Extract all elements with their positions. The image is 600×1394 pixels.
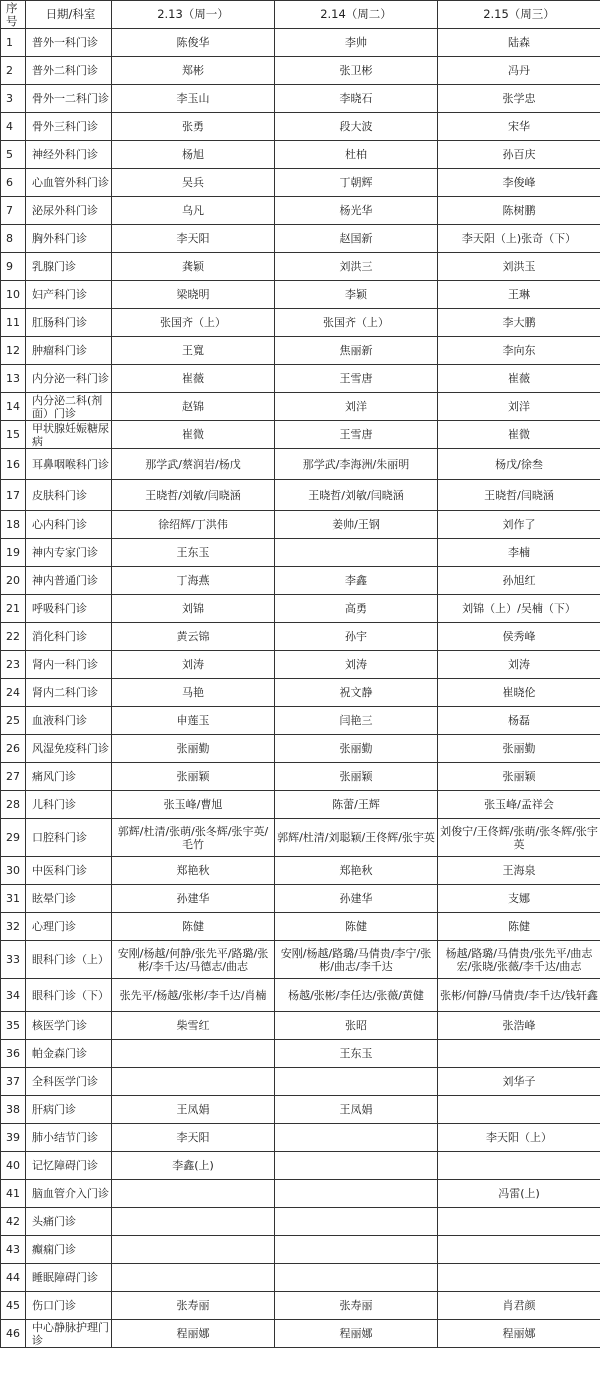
doctor-cell-day-2: 陈健 xyxy=(275,913,438,941)
row-index: 35 xyxy=(1,1012,26,1040)
department-name: 乳腺门诊 xyxy=(26,253,112,281)
department-name: 肝病门诊 xyxy=(26,1096,112,1124)
doctor-cell-day-1: 黄云锦 xyxy=(112,623,275,651)
header-row xyxy=(1,1,600,29)
doctor-cell-day-2: 杨光华 xyxy=(275,197,438,225)
doctor-cell-day-3: 张浩峰 xyxy=(438,1012,600,1040)
row-index: 19 xyxy=(1,539,26,567)
doctor-cell-day-1: 龚颖 xyxy=(112,253,275,281)
doctor-cell-day-1: 丁海燕 xyxy=(112,567,275,595)
doctor-cell-day-2: 李鑫 xyxy=(275,567,438,595)
doctor-cell-day-3: 李楠 xyxy=(438,539,600,567)
doctor-cell-day-2: 段大波 xyxy=(275,113,438,141)
department-name: 儿科门诊 xyxy=(26,791,112,819)
table-row xyxy=(1,885,600,913)
department-name: 肾内一科门诊 xyxy=(26,651,112,679)
doctor-cell-day-1: 那学武/蔡润岩/杨戊 xyxy=(112,449,275,480)
doctor-cell-day-2: 程丽娜 xyxy=(275,1320,438,1348)
doctor-cell-day-1: 崔微 xyxy=(112,421,275,449)
department-name: 普外一科门诊 xyxy=(26,29,112,57)
row-index: 38 xyxy=(1,1096,26,1124)
doctor-cell-day-1 xyxy=(112,1264,275,1292)
doctor-cell-day-2 xyxy=(275,1152,438,1180)
doctor-cell-day-3: 李大鹏 xyxy=(438,309,600,337)
table-row xyxy=(1,29,600,57)
doctor-cell-day-3: 张丽颖 xyxy=(438,763,600,791)
department-name: 神内普通门诊 xyxy=(26,567,112,595)
table-row xyxy=(1,309,600,337)
doctor-cell-day-2: 姜帅/王钢 xyxy=(275,511,438,539)
table-row xyxy=(1,1152,600,1180)
doctor-cell-day-3: 侯秀峰 xyxy=(438,623,600,651)
row-index: 11 xyxy=(1,309,26,337)
doctor-cell-day-2 xyxy=(275,539,438,567)
doctor-cell-day-2: 王晓哲/刘敏/闫晓涵 xyxy=(275,480,438,511)
doctor-cell-day-1: 王寬 xyxy=(112,337,275,365)
table-row xyxy=(1,1208,600,1236)
department-name: 内分泌一科门诊 xyxy=(26,365,112,393)
doctor-cell-day-1 xyxy=(112,1040,275,1068)
doctor-cell-day-3: 宋华 xyxy=(438,113,600,141)
table-row xyxy=(1,651,600,679)
table-row xyxy=(1,1124,600,1152)
doctor-cell-day-3: 孙旭红 xyxy=(438,567,600,595)
doctor-cell-day-3: 张丽勤 xyxy=(438,735,600,763)
doctor-cell-day-2 xyxy=(275,1180,438,1208)
doctor-cell-day-3 xyxy=(438,1264,600,1292)
doctor-cell-day-1: 刘涛 xyxy=(112,651,275,679)
header-day-2: 2.14（周二） xyxy=(275,1,438,29)
doctor-cell-day-1: 马艳 xyxy=(112,679,275,707)
row-index: 29 xyxy=(1,819,26,857)
department-name: 心血管外科门诊 xyxy=(26,169,112,197)
department-name: 骨外三科门诊 xyxy=(26,113,112,141)
doctor-cell-day-1: 王凤娟 xyxy=(112,1096,275,1124)
department-name: 神内专家门诊 xyxy=(26,539,112,567)
doctor-cell-day-1: 吴兵 xyxy=(112,169,275,197)
doctor-cell-day-2: 王雪唐 xyxy=(275,421,438,449)
doctor-cell-day-2: 杨越/张彬/李任达/张薇/黄健 xyxy=(275,979,438,1012)
row-index: 2 xyxy=(1,57,26,85)
doctor-cell-day-2: 孙宇 xyxy=(275,623,438,651)
row-index: 12 xyxy=(1,337,26,365)
header-index: 序号 xyxy=(1,1,26,29)
row-index: 28 xyxy=(1,791,26,819)
row-index: 1 xyxy=(1,29,26,57)
table-row xyxy=(1,141,600,169)
department-name: 中心静脉护理门诊 xyxy=(26,1320,112,1348)
table-row xyxy=(1,791,600,819)
doctor-cell-day-2 xyxy=(275,1124,438,1152)
doctor-cell-day-3: 刘华子 xyxy=(438,1068,600,1096)
row-index: 25 xyxy=(1,707,26,735)
row-index: 6 xyxy=(1,169,26,197)
row-index: 23 xyxy=(1,651,26,679)
doctor-cell-day-1: 孙建华 xyxy=(112,885,275,913)
department-name: 血液科门诊 xyxy=(26,707,112,735)
doctor-cell-day-3: 李天阳（上） xyxy=(438,1124,600,1152)
doctor-cell-day-2: 李晓石 xyxy=(275,85,438,113)
table-row xyxy=(1,197,600,225)
doctor-cell-day-2: 赵国新 xyxy=(275,225,438,253)
table-row xyxy=(1,707,600,735)
doctor-cell-day-3: 杨戊/徐叁 xyxy=(438,449,600,480)
table-row xyxy=(1,365,600,393)
row-index: 37 xyxy=(1,1068,26,1096)
department-name: 帕金森门诊 xyxy=(26,1040,112,1068)
header-day-3: 2.15（周三） xyxy=(438,1,600,29)
department-name: 头痛门诊 xyxy=(26,1208,112,1236)
doctor-cell-day-1: 郑艳秋 xyxy=(112,857,275,885)
doctor-cell-day-1: 赵锦 xyxy=(112,393,275,421)
doctor-cell-day-3: 孙百庆 xyxy=(438,141,600,169)
doctor-cell-day-3: 刘洪玉 xyxy=(438,253,600,281)
doctor-cell-day-3: 刘锦（上）/吴楠（下） xyxy=(438,595,600,623)
doctor-cell-day-3: 王海泉 xyxy=(438,857,600,885)
doctor-cell-day-3: 刘俊宁/王佟辉/张萌/张冬辉/张宇英 xyxy=(438,819,600,857)
table-row xyxy=(1,595,600,623)
doctor-cell-day-2: 张卫彬 xyxy=(275,57,438,85)
doctor-cell-day-2: 张丽颖 xyxy=(275,763,438,791)
row-index: 33 xyxy=(1,941,26,979)
doctor-cell-day-2 xyxy=(275,1264,438,1292)
doctor-cell-day-3: 刘作了 xyxy=(438,511,600,539)
table-row xyxy=(1,1320,600,1348)
table-row xyxy=(1,763,600,791)
department-name: 口腔科门诊 xyxy=(26,819,112,857)
department-name: 泌尿外科门诊 xyxy=(26,197,112,225)
doctor-cell-day-3: 冯丹 xyxy=(438,57,600,85)
doctor-cell-day-3: 陈树鹏 xyxy=(438,197,600,225)
doctor-cell-day-1: 李鑫(上) xyxy=(112,1152,275,1180)
table-row xyxy=(1,539,600,567)
row-index: 4 xyxy=(1,113,26,141)
doctor-cell-day-2: 高勇 xyxy=(275,595,438,623)
row-index: 9 xyxy=(1,253,26,281)
doctor-cell-day-3: 杨磊 xyxy=(438,707,600,735)
row-index: 30 xyxy=(1,857,26,885)
table-row xyxy=(1,337,600,365)
doctor-cell-day-2: 李颖 xyxy=(275,281,438,309)
doctor-cell-day-1 xyxy=(112,1236,275,1264)
doctor-cell-day-1: 张玉峰/曹旭 xyxy=(112,791,275,819)
doctor-cell-day-1: 张勇 xyxy=(112,113,275,141)
doctor-cell-day-2: 那学武/李海洲/朱丽明 xyxy=(275,449,438,480)
doctor-cell-day-1: 安刚/杨越/何静/张先平/路璐/张彬/李千达/马德志/曲志 xyxy=(112,941,275,979)
table-row xyxy=(1,281,600,309)
table-row xyxy=(1,979,600,1012)
table-row xyxy=(1,1292,600,1320)
doctor-cell-day-1: 李玉山 xyxy=(112,85,275,113)
doctor-cell-day-3: 陈健 xyxy=(438,913,600,941)
table-row xyxy=(1,857,600,885)
doctor-cell-day-1: 王东玉 xyxy=(112,539,275,567)
department-name: 眼科门诊（下） xyxy=(26,979,112,1012)
doctor-cell-day-1: 王晓哲/刘敏/闫晓涵 xyxy=(112,480,275,511)
row-index: 34 xyxy=(1,979,26,1012)
doctor-cell-day-3: 陆森 xyxy=(438,29,600,57)
table-row xyxy=(1,449,600,480)
row-index: 46 xyxy=(1,1320,26,1348)
doctor-cell-day-1: 乌凡 xyxy=(112,197,275,225)
department-name: 心理门诊 xyxy=(26,913,112,941)
row-index: 45 xyxy=(1,1292,26,1320)
department-name: 呼吸科门诊 xyxy=(26,595,112,623)
doctor-cell-day-2: 郭辉/杜清/刘聪颖/王佟辉/张宇英 xyxy=(275,819,438,857)
row-index: 13 xyxy=(1,365,26,393)
schedule-body xyxy=(1,29,600,1348)
department-name: 伤口门诊 xyxy=(26,1292,112,1320)
table-row xyxy=(1,679,600,707)
row-index: 16 xyxy=(1,449,26,480)
doctor-cell-day-2: 张国齐（上） xyxy=(275,309,438,337)
department-name: 心内科门诊 xyxy=(26,511,112,539)
doctor-cell-day-1: 张丽颖 xyxy=(112,763,275,791)
doctor-cell-day-1 xyxy=(112,1180,275,1208)
row-index: 39 xyxy=(1,1124,26,1152)
doctor-cell-day-3: 刘洋 xyxy=(438,393,600,421)
doctor-cell-day-3: 冯雷(上) xyxy=(438,1180,600,1208)
doctor-cell-day-3 xyxy=(438,1236,600,1264)
row-index: 8 xyxy=(1,225,26,253)
table-row xyxy=(1,225,600,253)
doctor-cell-day-2: 张丽勤 xyxy=(275,735,438,763)
department-name: 肿瘤科门诊 xyxy=(26,337,112,365)
doctor-cell-day-1: 李天阳 xyxy=(112,1124,275,1152)
doctor-cell-day-1: 梁晓明 xyxy=(112,281,275,309)
department-name: 消化科门诊 xyxy=(26,623,112,651)
department-name: 神经外科门诊 xyxy=(26,141,112,169)
doctor-cell-day-2: 祝文静 xyxy=(275,679,438,707)
department-name: 骨外一二科门诊 xyxy=(26,85,112,113)
doctor-cell-day-3: 张彬/何静/马倩贵/李千达/钱轩鑫 xyxy=(438,979,600,1012)
table-row xyxy=(1,57,600,85)
department-name: 全科医学门诊 xyxy=(26,1068,112,1096)
department-name: 眩晕门诊 xyxy=(26,885,112,913)
table-row xyxy=(1,113,600,141)
doctor-cell-day-1: 程丽娜 xyxy=(112,1320,275,1348)
doctor-cell-day-2: 张寿丽 xyxy=(275,1292,438,1320)
doctor-cell-day-2 xyxy=(275,1208,438,1236)
row-index: 31 xyxy=(1,885,26,913)
doctor-cell-day-1: 陈俊华 xyxy=(112,29,275,57)
row-index: 41 xyxy=(1,1180,26,1208)
table-row xyxy=(1,421,600,449)
table-row xyxy=(1,941,600,979)
row-index: 5 xyxy=(1,141,26,169)
department-name: 痛风门诊 xyxy=(26,763,112,791)
department-name: 脑血管介入门诊 xyxy=(26,1180,112,1208)
row-index: 14 xyxy=(1,393,26,421)
department-name: 癫痫门诊 xyxy=(26,1236,112,1264)
row-index: 26 xyxy=(1,735,26,763)
doctor-cell-day-1: 刘锦 xyxy=(112,595,275,623)
row-index: 40 xyxy=(1,1152,26,1180)
doctor-cell-day-3 xyxy=(438,1040,600,1068)
row-index: 27 xyxy=(1,763,26,791)
table-row xyxy=(1,913,600,941)
doctor-cell-day-2: 丁朝辉 xyxy=(275,169,438,197)
row-index: 17 xyxy=(1,480,26,511)
doctor-cell-day-3: 李天阳（上)张奇（下） xyxy=(438,225,600,253)
doctor-cell-day-3: 崔薇 xyxy=(438,365,600,393)
doctor-cell-day-1: 崔薇 xyxy=(112,365,275,393)
table-row xyxy=(1,567,600,595)
department-name: 肺小结节门诊 xyxy=(26,1124,112,1152)
row-index: 44 xyxy=(1,1264,26,1292)
table-row xyxy=(1,85,600,113)
doctor-cell-day-1: 柴雪红 xyxy=(112,1012,275,1040)
doctor-cell-day-1: 郭辉/杜清/张萌/张冬辉/张宇英/毛竹 xyxy=(112,819,275,857)
department-name: 风湿免疫科门诊 xyxy=(26,735,112,763)
doctor-cell-day-2: 焦丽新 xyxy=(275,337,438,365)
row-index: 42 xyxy=(1,1208,26,1236)
doctor-cell-day-2: 王东玉 xyxy=(275,1040,438,1068)
header-day-1: 2.13（周一） xyxy=(112,1,275,29)
department-name: 普外二科门诊 xyxy=(26,57,112,85)
department-name: 皮肤科门诊 xyxy=(26,480,112,511)
doctor-cell-day-2: 王凤娟 xyxy=(275,1096,438,1124)
table-row xyxy=(1,169,600,197)
row-index: 24 xyxy=(1,679,26,707)
doctor-cell-day-2: 闫艳三 xyxy=(275,707,438,735)
row-index: 22 xyxy=(1,623,26,651)
row-index: 20 xyxy=(1,567,26,595)
doctor-cell-day-1: 陈健 xyxy=(112,913,275,941)
doctor-cell-day-3: 李俊峰 xyxy=(438,169,600,197)
department-name: 胸外科门诊 xyxy=(26,225,112,253)
department-name: 肛肠科门诊 xyxy=(26,309,112,337)
department-name: 中医科门诊 xyxy=(26,857,112,885)
doctor-cell-day-3 xyxy=(438,1152,600,1180)
table-row xyxy=(1,253,600,281)
department-name: 耳鼻咽喉科门诊 xyxy=(26,449,112,480)
doctor-cell-day-1: 张寿丽 xyxy=(112,1292,275,1320)
doctor-cell-day-1: 李天阳 xyxy=(112,225,275,253)
doctor-cell-day-3: 杨越/路璐/马倩贵/张先平/曲志宏/张晓/张薇/李千达/曲志 xyxy=(438,941,600,979)
department-name: 眼科门诊（上） xyxy=(26,941,112,979)
doctor-cell-day-1: 张丽勤 xyxy=(112,735,275,763)
doctor-cell-day-2: 刘涛 xyxy=(275,651,438,679)
table-row xyxy=(1,393,600,421)
table-row xyxy=(1,480,600,511)
doctor-cell-day-1: 杨旭 xyxy=(112,141,275,169)
header-department: 日期/科室 xyxy=(26,1,112,29)
doctor-cell-day-1 xyxy=(112,1208,275,1236)
doctor-cell-day-2: 刘洪三 xyxy=(275,253,438,281)
department-name: 妇产科门诊 xyxy=(26,281,112,309)
doctor-cell-day-2: 孙建华 xyxy=(275,885,438,913)
department-name: 肾内二科门诊 xyxy=(26,679,112,707)
doctor-cell-day-1: 郑彬 xyxy=(112,57,275,85)
row-index: 43 xyxy=(1,1236,26,1264)
doctor-cell-day-2: 陈蕾/王辉 xyxy=(275,791,438,819)
department-name: 内分泌二科(剂面）门诊 xyxy=(26,393,112,421)
table-row xyxy=(1,1040,600,1068)
doctor-cell-day-3: 张学忠 xyxy=(438,85,600,113)
doctor-cell-day-3: 刘涛 xyxy=(438,651,600,679)
table-row xyxy=(1,1012,600,1040)
row-index: 21 xyxy=(1,595,26,623)
doctor-cell-day-2: 张昭 xyxy=(275,1012,438,1040)
doctor-cell-day-3: 程丽娜 xyxy=(438,1320,600,1348)
department-name: 核医学门诊 xyxy=(26,1012,112,1040)
row-index: 3 xyxy=(1,85,26,113)
doctor-cell-day-3: 王晓哲/闫晓涵 xyxy=(438,480,600,511)
department-name: 睡眠障碍门诊 xyxy=(26,1264,112,1292)
row-index: 7 xyxy=(1,197,26,225)
doctor-cell-day-2: 杜柏 xyxy=(275,141,438,169)
doctor-cell-day-2 xyxy=(275,1068,438,1096)
doctor-cell-day-3: 李向东 xyxy=(438,337,600,365)
doctor-cell-day-3: 肖君颜 xyxy=(438,1292,600,1320)
doctor-cell-day-3: 王琳 xyxy=(438,281,600,309)
doctor-cell-day-1: 徐绍辉/丁洪伟 xyxy=(112,511,275,539)
department-name: 甲状腺妊娠糖尿病 xyxy=(26,421,112,449)
doctor-cell-day-2 xyxy=(275,1236,438,1264)
doctor-cell-day-2: 王雪唐 xyxy=(275,365,438,393)
table-row xyxy=(1,735,600,763)
table-row xyxy=(1,1180,600,1208)
doctor-cell-day-2: 郑艳秋 xyxy=(275,857,438,885)
table-row xyxy=(1,1096,600,1124)
doctor-cell-day-3 xyxy=(438,1096,600,1124)
row-index: 10 xyxy=(1,281,26,309)
doctor-cell-day-2: 李帅 xyxy=(275,29,438,57)
doctor-cell-day-2: 安刚/杨越/路璐/马倩贵/李宁/张彬/曲志/李千达 xyxy=(275,941,438,979)
row-index: 32 xyxy=(1,913,26,941)
doctor-cell-day-1: 张先平/杨越/张彬/李千达/肖楠 xyxy=(112,979,275,1012)
doctor-cell-day-1: 申莲玉 xyxy=(112,707,275,735)
table-row xyxy=(1,1068,600,1096)
doctor-cell-day-3: 崔晓伦 xyxy=(438,679,600,707)
row-index: 15 xyxy=(1,421,26,449)
doctor-cell-day-1 xyxy=(112,1068,275,1096)
table-row xyxy=(1,511,600,539)
doctor-cell-day-3: 张玉峰/孟祥会 xyxy=(438,791,600,819)
doctor-cell-day-3: 崔微 xyxy=(438,421,600,449)
row-index: 36 xyxy=(1,1040,26,1068)
table-row xyxy=(1,623,600,651)
table-row xyxy=(1,1236,600,1264)
doctor-cell-day-3: 支娜 xyxy=(438,885,600,913)
table-row xyxy=(1,1264,600,1292)
doctor-cell-day-2: 刘洋 xyxy=(275,393,438,421)
doctor-cell-day-3 xyxy=(438,1208,600,1236)
table-row xyxy=(1,819,600,857)
department-name: 记忆障碍门诊 xyxy=(26,1152,112,1180)
row-index: 18 xyxy=(1,511,26,539)
doctor-cell-day-1: 张国齐（上） xyxy=(112,309,275,337)
